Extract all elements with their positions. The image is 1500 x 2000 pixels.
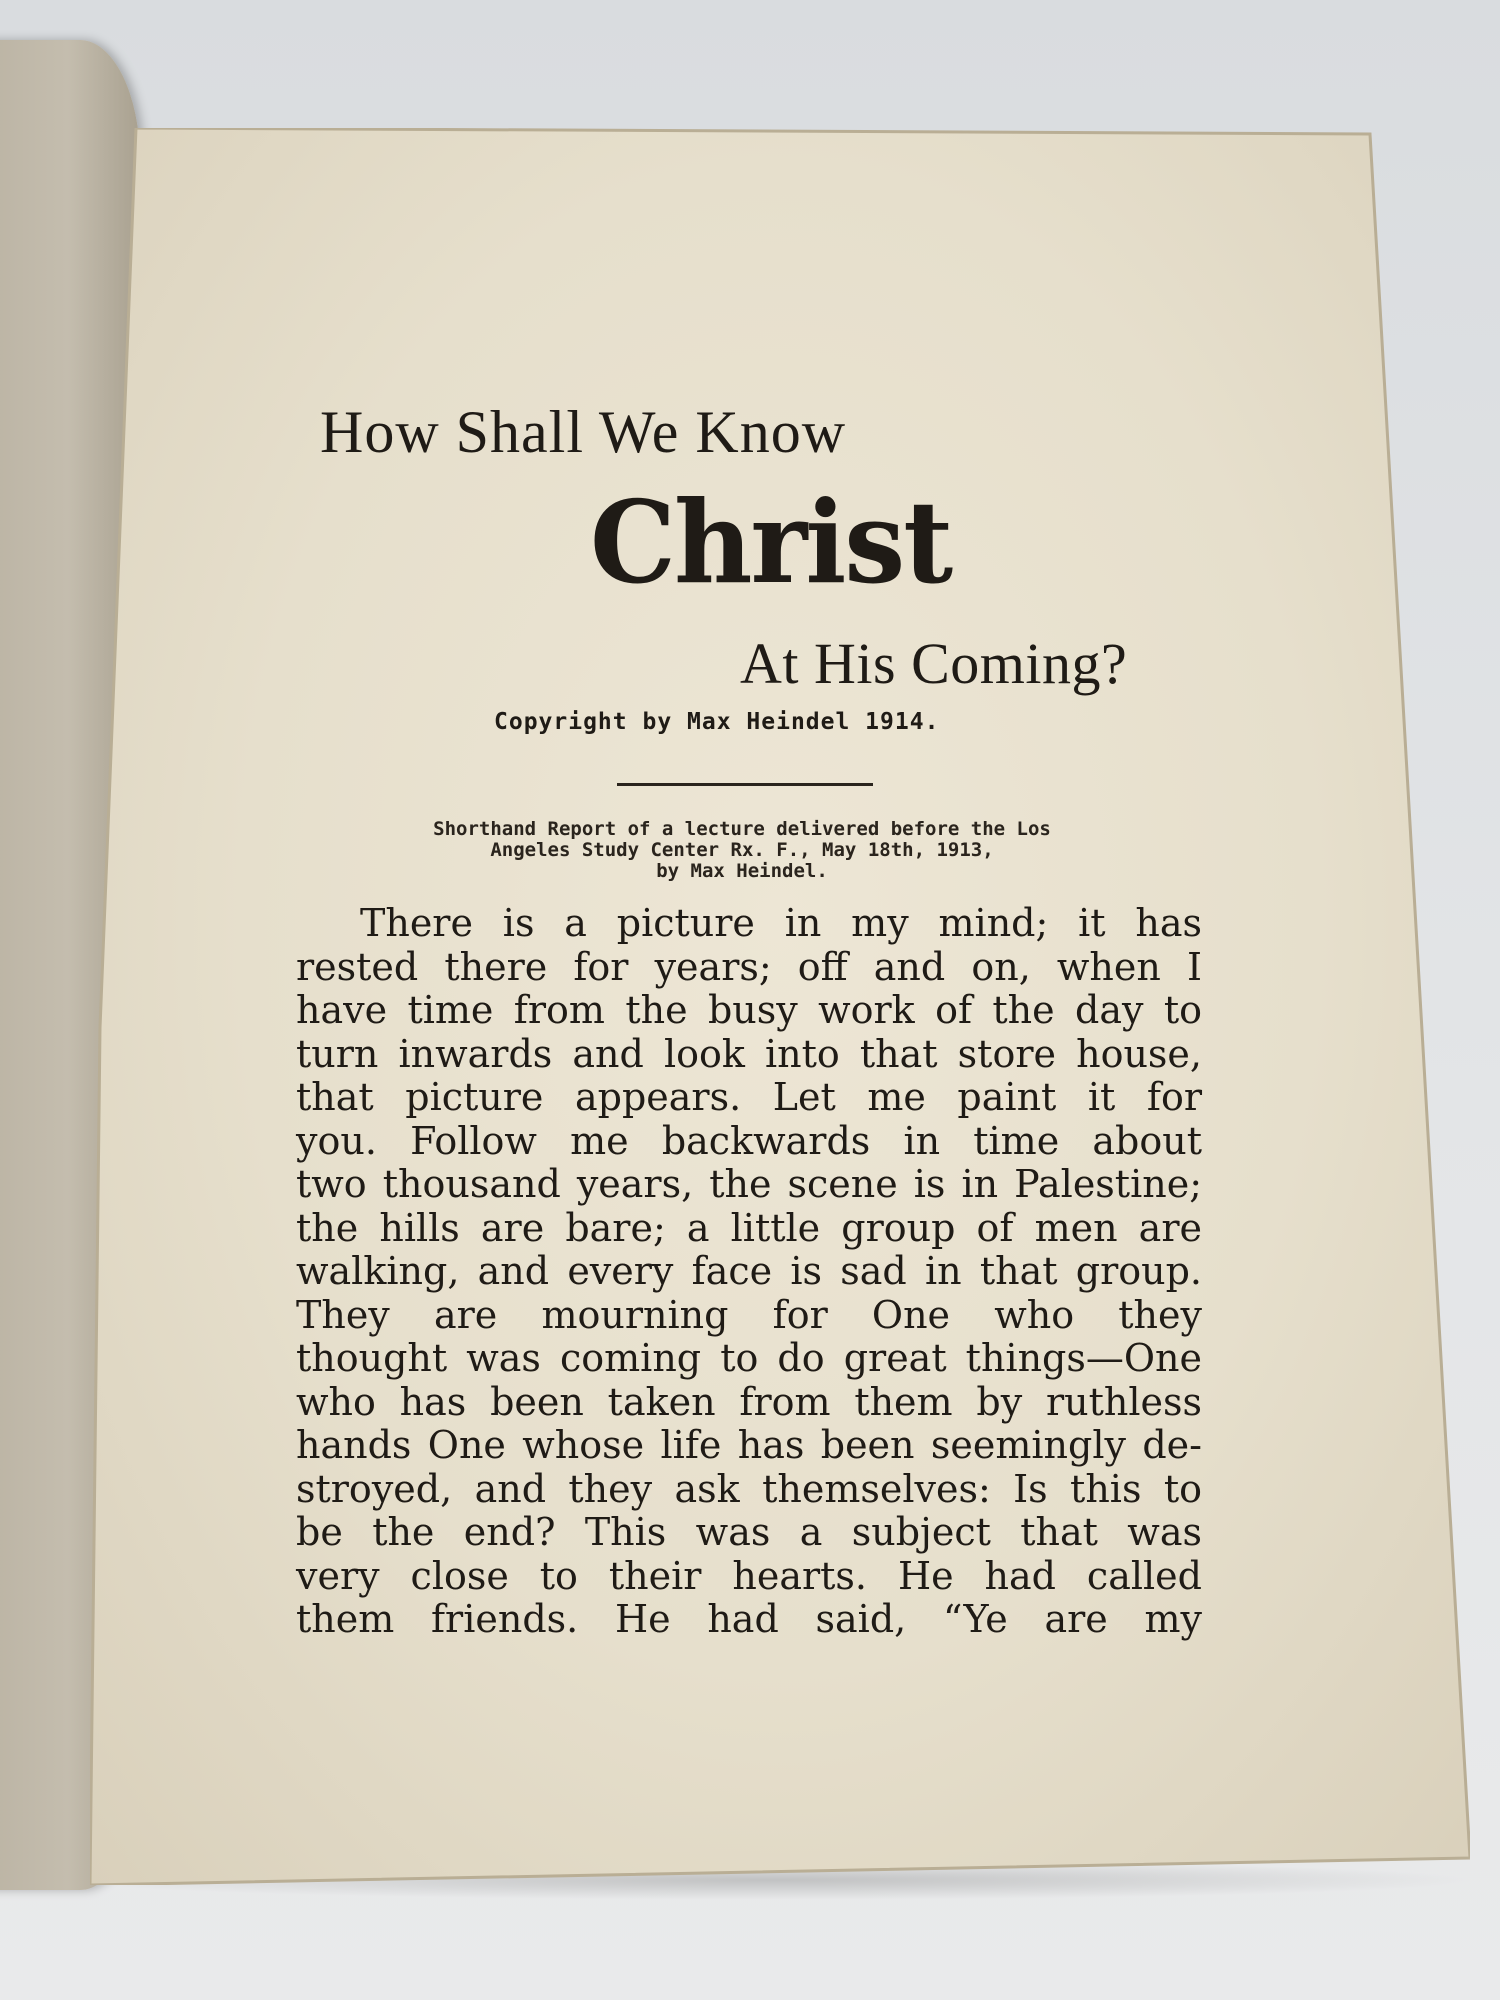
body-line: rested there for years; off and on, when I — [296, 944, 1202, 989]
body-line: the hills are bare; a little group of men are — [296, 1205, 1202, 1250]
body-line: them friends. He had said, “Ye are my — [296, 1597, 1202, 1641]
body-line: you. Follow me backwards in time about — [296, 1118, 1202, 1163]
body-line: very close to their hearts. He had called — [296, 1553, 1202, 1598]
body-line: that picture appears. Let me paint it for — [296, 1075, 1202, 1119]
title-line-1: How Shall We Know — [320, 399, 847, 465]
title-line-2: Christ — [590, 476, 952, 610]
body-line: There is a picture in my mind; it has — [360, 901, 1202, 945]
body-line: be the end? This was a subject that was — [296, 1510, 1202, 1554]
body-line: hands One whose life has been seemingly de- — [296, 1423, 1202, 1467]
body-line: two thousand years, the scene is in Palestine; — [296, 1162, 1202, 1206]
body-line: turn inwards and look into that store house, — [296, 1031, 1202, 1076]
body-line: stroyed, and they ask themselves: Is this to — [296, 1466, 1202, 1511]
divider-rule — [617, 783, 873, 786]
body-line: have time from the busy work of the day to — [296, 988, 1202, 1032]
copyright-notice: Copyright by Max Heindel 1914. — [494, 709, 940, 735]
report-line: by Max Heindel. — [656, 860, 828, 882]
lecture-body — [296, 902, 1202, 1642]
report-note — [312, 819, 1172, 882]
body-line: thought was coming to do great things—One — [296, 1336, 1202, 1380]
report-line: Shorthand Report of a lecture delivered before the Los — [433, 818, 1051, 840]
body-line: walking, and every face is sad in that group. — [296, 1249, 1202, 1293]
body-line: who has been taken from them by ruthless — [296, 1379, 1202, 1424]
report-line: Angeles Study Center Rx. F., May 18th, 1913, — [490, 839, 994, 861]
title-line-3: At His Coming? — [740, 631, 1128, 696]
body-line: They are mourning for One who they — [296, 1292, 1202, 1337]
